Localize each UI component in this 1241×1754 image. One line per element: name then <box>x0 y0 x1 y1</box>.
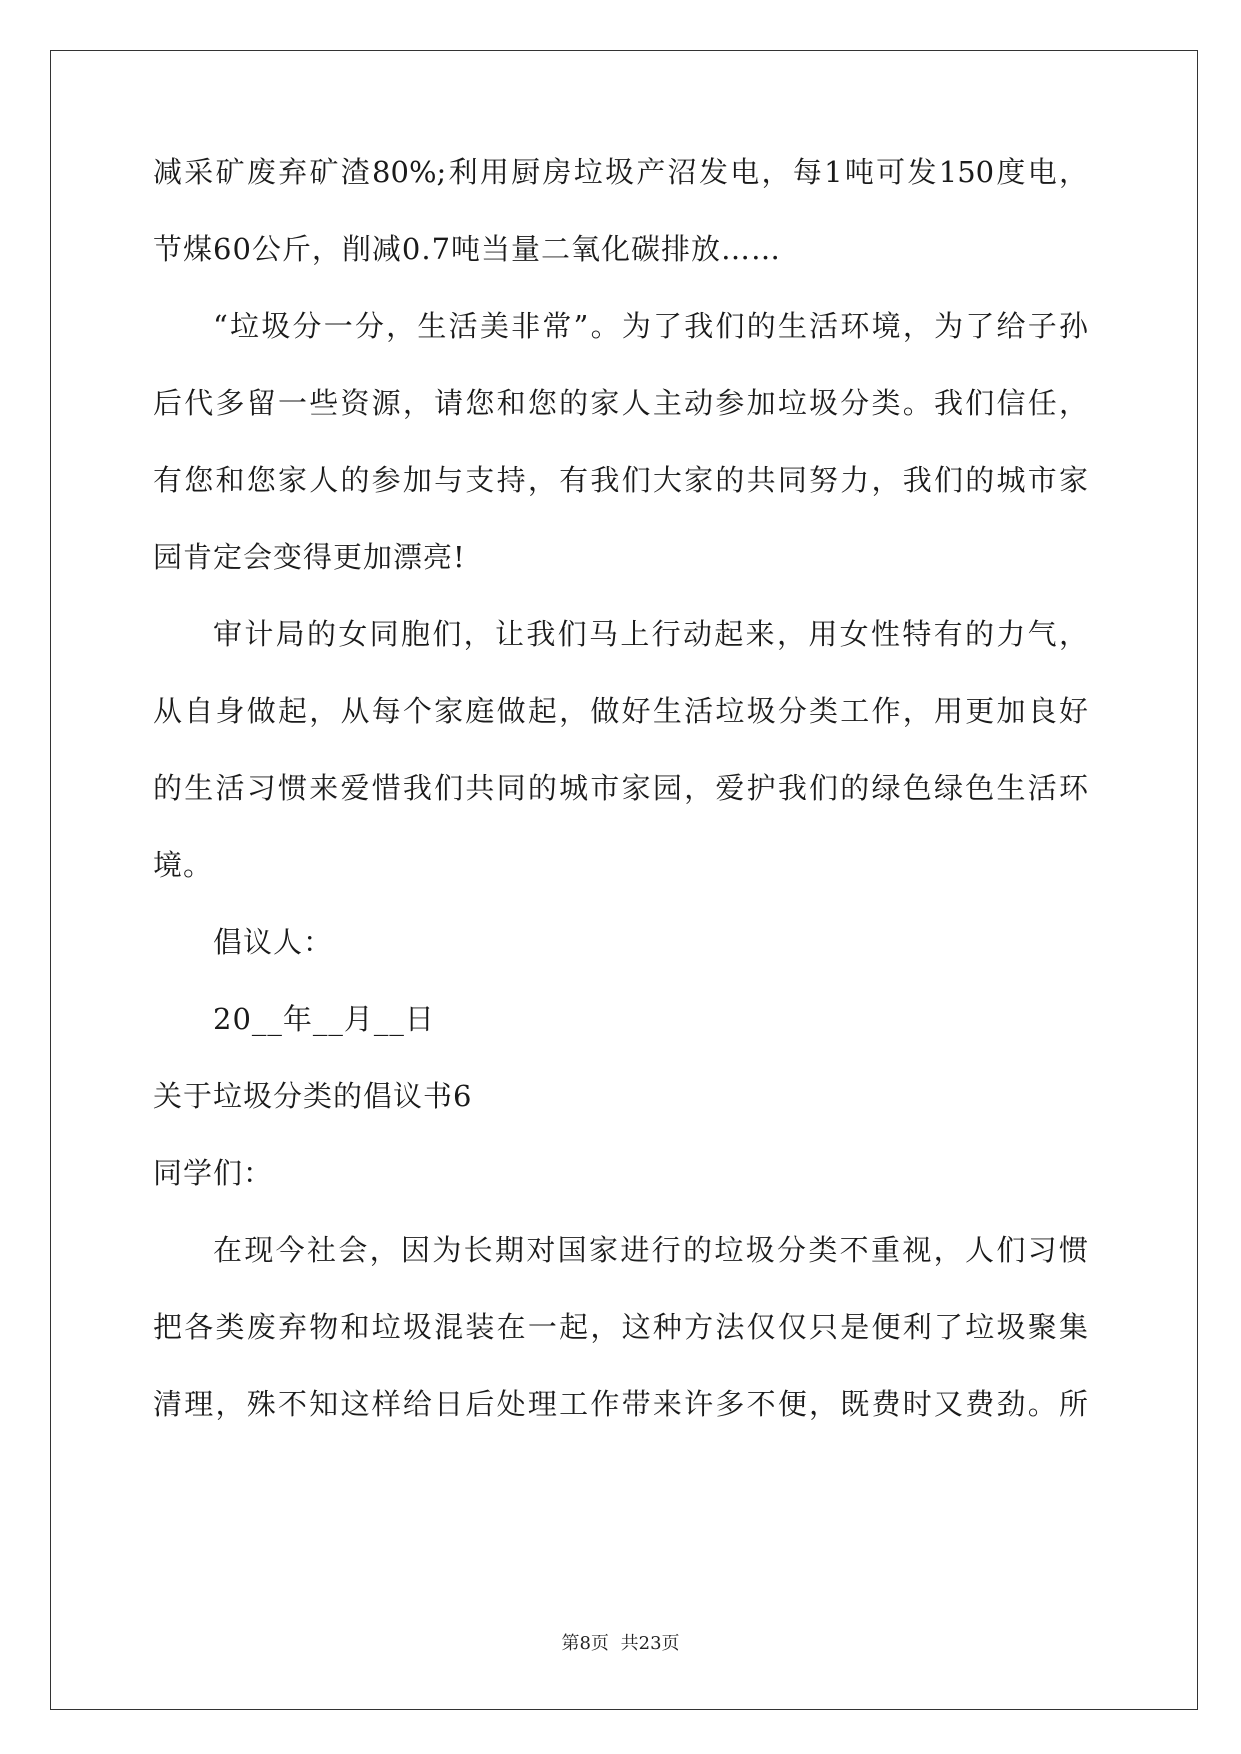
date-line: 20__年__月__日 <box>213 1002 435 1036</box>
text-line: 减采矿废弃矿渣80%;利用厨房垃圾产沼发电，每1吨可发150度电， <box>153 155 1088 189</box>
text-line: 境。 <box>153 848 214 882</box>
page-total: 共23页 <box>620 1633 680 1654</box>
text-line: 从自身做起，从每个家庭做起，做好生活垃圾分类工作，用更加良好 <box>153 694 1088 728</box>
text-line: 后代多留一些资源，请您和您的家人主动参加垃圾分类。我们信任， <box>153 386 1088 420</box>
text-line: 的生活习惯来爱惜我们共同的城市家园，爱护我们的绿色绿色生活环 <box>153 771 1088 805</box>
text-line: 园肯定会变得更加漂亮! <box>153 540 466 574</box>
section-title: 关于垃圾分类的倡议书6 <box>153 1079 473 1113</box>
page-number: 第8页 <box>561 1633 609 1654</box>
text-line: 在现今社会，因为长期对国家进行的垃圾分类不重视，人们习惯 <box>213 1233 1088 1267</box>
text-line: 节煤60公斤，削减0.7吨当量二氧化碳排放…… <box>153 232 782 266</box>
text-line: 清理，殊不知这样给日后处理工作带来许多不便，既费时又费劲。所 <box>153 1387 1088 1421</box>
page-footer <box>0 1632 1241 1656</box>
page-border <box>50 50 1198 1710</box>
text-line: 审计局的女同胞们，让我们马上行动起来，用女性特有的力气， <box>213 617 1088 651</box>
signature-label: 倡议人： <box>213 925 334 959</box>
salutation: 同学们： <box>153 1156 274 1190</box>
text-line: “垃圾分一分，生活美非常”。为了我们的生活环境，为了给子孙 <box>213 309 1088 343</box>
text-line: 把各类废弃物和垃圾混装在一起，这种方法仅仅只是便利了垃圾聚集 <box>153 1310 1088 1344</box>
text-line: 有您和您家人的参加与支持，有我们大家的共同努力，我们的城市家 <box>153 463 1088 497</box>
